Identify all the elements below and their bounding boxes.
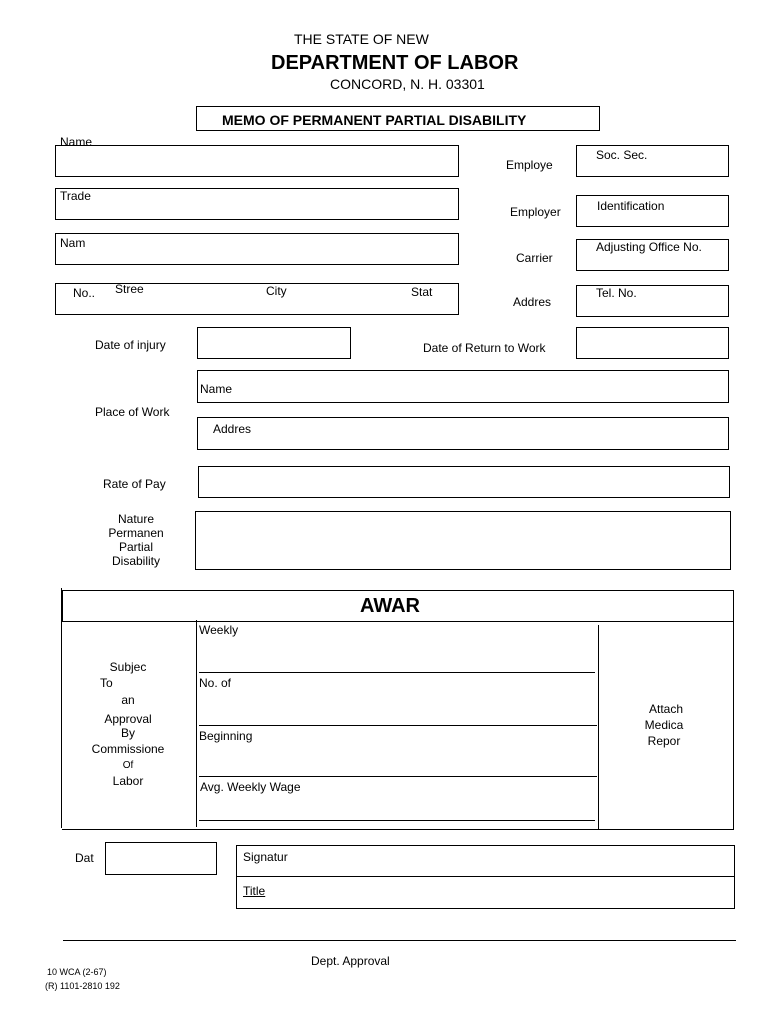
address-no-label: No.. — [73, 286, 96, 300]
address-city-label: City — [266, 284, 287, 298]
avg-weekly-wage-field-line[interactable] — [199, 820, 595, 821]
soc-sec-label: Soc. Sec. — [596, 148, 648, 162]
subject-line-7: Of — [122, 760, 134, 771]
place-of-work-name-field[interactable] — [197, 370, 729, 403]
tel-no-label: Tel. No. — [596, 286, 637, 300]
signature-title-divider — [236, 876, 735, 877]
place-of-work-name-label: Name — [200, 382, 233, 396]
dept-approval-label: Dept. Approval — [311, 954, 390, 968]
award-divider-left — [196, 620, 197, 827]
avg-weekly-wage-label: Avg. Weekly Wage — [200, 780, 301, 794]
employee-name-label: Name — [60, 135, 93, 149]
award-title: AWAR — [360, 595, 420, 617]
carrier-name-label: Nam — [60, 236, 86, 250]
address-state-label: Stat — [411, 285, 433, 299]
date-of-injury-label: Date of injury — [95, 338, 166, 352]
identification-label: Identification — [597, 199, 665, 213]
no-of-field-line[interactable] — [199, 725, 597, 726]
adjusting-office-label: Adjusting Office No. — [596, 240, 702, 254]
weekly-field-line[interactable] — [199, 672, 595, 673]
title-label: Title — [243, 884, 266, 898]
date-of-injury-field[interactable] — [197, 327, 351, 359]
dept-approval-line[interactable] — [63, 940, 736, 941]
address-label: Addres — [513, 295, 552, 309]
place-of-work-address-field[interactable] — [197, 417, 729, 450]
date-of-return-label: Date of Return to Work — [423, 341, 546, 355]
subject-line-5: By — [120, 726, 135, 740]
employee-name-field[interactable] — [55, 145, 459, 177]
carrier-name-field[interactable] — [55, 233, 459, 265]
attach-line-3: Repor — [647, 734, 681, 748]
beginning-field-line[interactable] — [199, 776, 597, 777]
rate-of-pay-label: Rate of Pay — [103, 477, 166, 491]
nature-label-line4: Disability — [111, 554, 160, 568]
subject-line-2: To — [100, 676, 113, 690]
trade-label: Trade — [60, 189, 91, 203]
memo-title: MEMO OF PERMANENT PARTIAL DISABILITY — [222, 112, 527, 128]
place-of-work-label: Place of Work — [95, 405, 170, 419]
place-of-work-address-label: Addres — [213, 422, 252, 436]
nature-label-line2: Permanen — [108, 526, 164, 540]
nature-label-line3: Partial — [118, 540, 153, 554]
subject-line-8: Labor — [112, 774, 144, 788]
attach-line-1: Attach — [648, 702, 684, 716]
date-field[interactable] — [105, 842, 217, 875]
trade-name-field[interactable] — [55, 188, 459, 220]
subject-line-3: an — [121, 693, 135, 707]
address-street-label: Stree — [115, 282, 144, 296]
form-number: (R) 1101-2810 192 — [45, 981, 120, 991]
subject-line-1: Subjec — [109, 660, 147, 674]
signature-title-box — [236, 845, 735, 909]
nature-of-disability-field[interactable] — [195, 511, 731, 570]
carrier-label: Carrier — [516, 251, 553, 265]
attach-line-2: Medica — [644, 718, 684, 732]
date-label: Dat — [75, 851, 94, 865]
employer-label: Employer — [510, 205, 561, 219]
weekly-label: Weekly — [199, 623, 239, 637]
rate-of-pay-field[interactable] — [198, 466, 730, 498]
no-of-label: No. of — [199, 676, 232, 690]
signature-label: Signatur — [243, 850, 288, 864]
award-bottom-line — [62, 829, 734, 830]
department-heading: DEPARTMENT OF LABOR — [271, 52, 519, 74]
beginning-label: Beginning — [199, 729, 253, 743]
award-divider-right — [598, 625, 599, 830]
state-heading: THE STATE OF NEW — [294, 31, 429, 47]
subject-line-4: Approval — [104, 712, 152, 726]
city-heading: CONCORD, N. H. 03301 — [330, 76, 485, 92]
date-of-return-field[interactable] — [576, 327, 729, 359]
employee-label: Employe — [506, 158, 553, 172]
award-left-edge — [61, 588, 62, 828]
award-right-edge — [733, 590, 734, 830]
form-code: 10 WCA (2-67) — [47, 967, 107, 977]
subject-line-6: Commissione — [91, 742, 165, 756]
nature-label-line1: Nature — [117, 512, 155, 526]
